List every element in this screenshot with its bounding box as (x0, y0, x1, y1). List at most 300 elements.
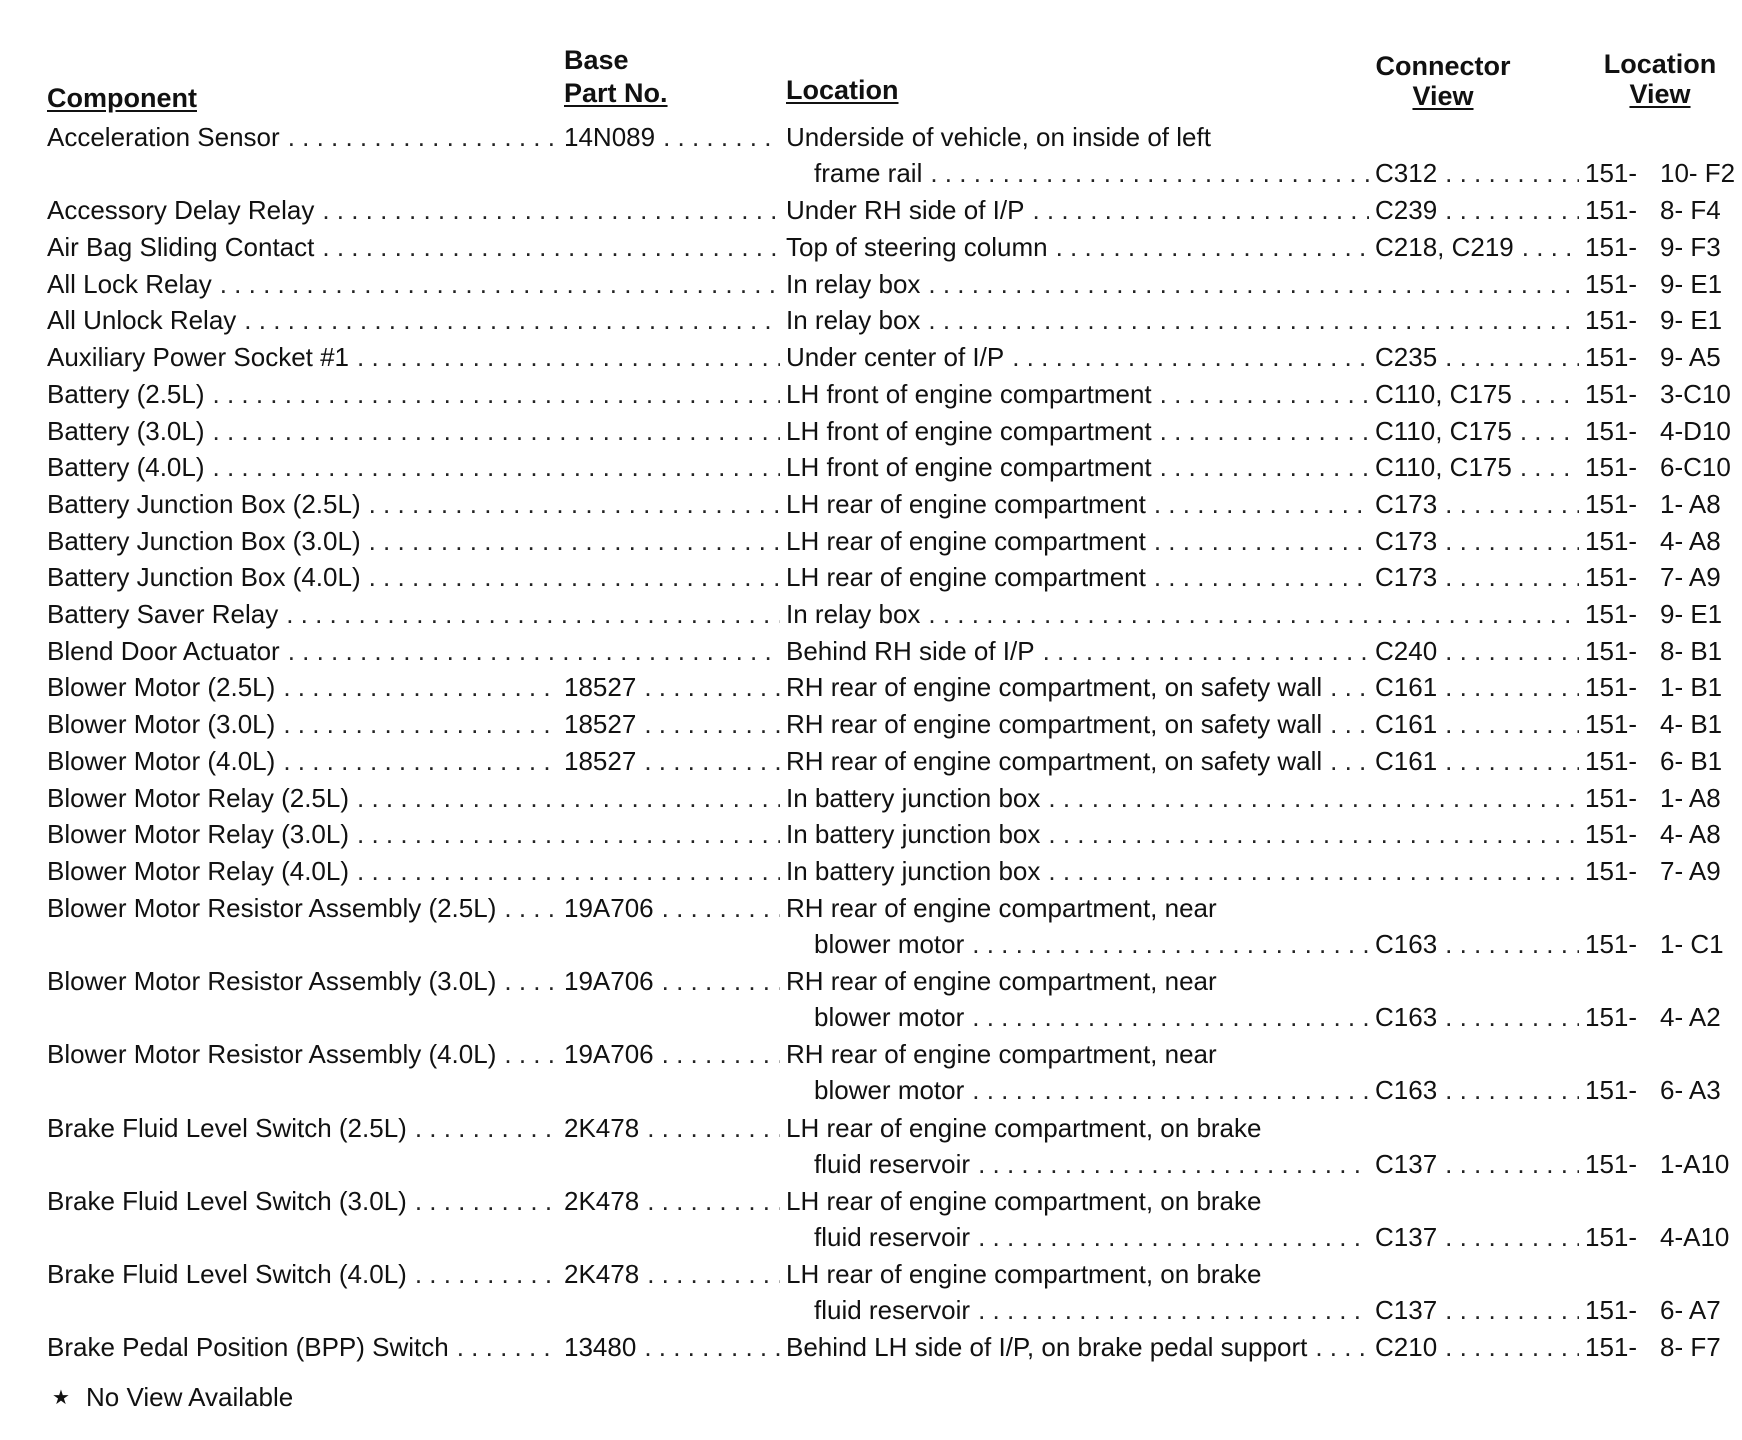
location-text (786, 783, 1585, 813)
location-view-ref: 9- E1 (1660, 599, 1723, 629)
dot-leader (647, 1186, 780, 1216)
location-view-ref: 4- A8 (1660, 819, 1721, 850)
base-part-number-text: 18527 (564, 745, 637, 776)
dot-leader (644, 672, 780, 702)
connector-view-text: C173 (1375, 525, 1438, 556)
location-text-cont (814, 1149, 1375, 1179)
dot-leader (1445, 1295, 1579, 1325)
location-text (786, 1186, 1585, 1216)
component-name-text: Battery (4.0L) (47, 452, 205, 483)
connector-view (1375, 526, 1585, 556)
location-view-page: 151- (1585, 709, 1638, 740)
location-text-text: LH rear of engine compartment, on brake (786, 1259, 1262, 1290)
component-name (47, 526, 786, 556)
dot-leader (1154, 526, 1369, 556)
dot-leader (369, 526, 780, 556)
location-view-page: 151- (1585, 1295, 1638, 1326)
base-part-number (564, 122, 786, 152)
dot-leader (1445, 526, 1579, 556)
component-name (47, 783, 786, 813)
location-view-page: 151- (1585, 782, 1638, 813)
connector-view-text: C161 (1375, 709, 1438, 740)
dot-leader (1445, 1002, 1579, 1032)
connector-view (1375, 158, 1585, 188)
dot-leader (978, 1149, 1369, 1179)
dot-leader (1043, 636, 1369, 666)
location-text-text: LH front of engine compartment (786, 378, 1152, 409)
connector-view (1375, 636, 1585, 666)
location-view-page: 151- (1585, 745, 1638, 776)
dot-leader (1160, 452, 1369, 482)
dot-leader (213, 416, 780, 446)
dot-leader (357, 819, 780, 849)
location-view-page: 151- (1585, 195, 1638, 226)
location-view-ref: 6- A7 (1660, 1295, 1721, 1326)
component-name-text: Battery Junction Box (3.0L) (47, 525, 361, 556)
base-part-number (564, 709, 786, 739)
component-name-text: Blower Motor (4.0L) (47, 745, 276, 776)
dot-leader (1056, 232, 1369, 262)
location-view-ref: 1- A8 (1660, 488, 1721, 519)
dot-leader (1520, 416, 1579, 446)
location-text (786, 269, 1585, 299)
location-view-ref: 6- A3 (1660, 1075, 1721, 1106)
header-base-part-line2: Part No. (564, 78, 668, 108)
dot-leader (288, 122, 558, 152)
location-view-ref: 6- B1 (1660, 745, 1723, 776)
component-name (47, 709, 564, 739)
dot-leader (930, 158, 1369, 188)
location-view-page: 151- (1585, 599, 1638, 629)
component-name (47, 636, 786, 666)
dot-leader (213, 379, 780, 409)
location-text-cont-text: blower motor (814, 1075, 965, 1106)
connector-view-text: C173 (1375, 562, 1438, 593)
dot-leader (1032, 195, 1369, 225)
location-text (786, 636, 1375, 666)
connector-view (1375, 672, 1585, 702)
location-view-page: 151- (1585, 819, 1638, 850)
component-name (47, 269, 786, 299)
component-name-text: All Unlock Relay (47, 305, 237, 336)
component-name (47, 893, 564, 923)
connector-view (1375, 232, 1585, 262)
connector-view-text: C161 (1375, 672, 1438, 703)
location-view-page: 151- (1585, 268, 1638, 299)
dot-leader (1445, 1332, 1579, 1362)
dot-leader (928, 599, 1579, 629)
dot-leader (1520, 452, 1579, 482)
location-text (786, 966, 1585, 996)
dot-leader (1048, 819, 1579, 849)
location-text-text: In relay box (786, 268, 921, 299)
location-view-page: 151- (1585, 1001, 1638, 1032)
location-text-cont-text: blower motor (814, 1001, 965, 1032)
dot-leader (1445, 1222, 1579, 1252)
location-text-text: Underside of vehicle, on inside of left (786, 122, 1211, 152)
component-name-text: Auxiliary Power Socket #1 (47, 342, 350, 373)
dot-leader (644, 746, 780, 776)
location-text-text: LH rear of engine compartment, on brake (786, 1185, 1262, 1216)
dot-leader (1445, 709, 1579, 739)
component-name-text: Brake Fluid Level Switch (3.0L) (47, 1185, 407, 1216)
connector-view (1375, 342, 1585, 372)
component-name (47, 672, 564, 702)
dot-leader (288, 636, 780, 666)
dot-leader (357, 856, 780, 886)
location-view-page: 151- (1585, 562, 1638, 593)
component-name-text: Brake Fluid Level Switch (2.5L) (47, 1112, 407, 1143)
base-part-number (564, 1113, 786, 1143)
dot-leader (978, 1222, 1369, 1252)
dot-leader (972, 1002, 1369, 1032)
dot-leader (504, 1039, 558, 1069)
connector-view (1375, 746, 1585, 776)
connector-view-text: C137 (1375, 1148, 1438, 1179)
location-text-cont-text: fluid reservoir (814, 1148, 971, 1179)
connector-view-text: C137 (1375, 1295, 1438, 1326)
connector-view-text: C235 (1375, 342, 1438, 373)
location-view-ref: 9- F3 (1660, 232, 1721, 262)
component-name (47, 342, 786, 372)
location-view-page: 151- (1585, 232, 1638, 262)
location-text (786, 599, 1585, 629)
footnote-text: No View Available (86, 1382, 294, 1412)
dot-leader (663, 122, 780, 152)
connector-view-text: C163 (1375, 928, 1438, 959)
dot-leader (1445, 929, 1579, 959)
dot-leader (1048, 783, 1579, 813)
dot-leader (928, 269, 1579, 299)
location-text-text: In battery junction box (786, 819, 1041, 850)
dot-leader (1445, 1149, 1579, 1179)
location-text (786, 122, 1585, 152)
dot-leader (357, 342, 780, 372)
location-text (786, 526, 1375, 556)
dot-leader (283, 709, 558, 739)
location-text-text: LH rear of engine compartment, on brake (786, 1112, 1262, 1143)
dot-leader (415, 1113, 558, 1143)
connector-view (1375, 1002, 1585, 1032)
dot-leader (644, 709, 780, 739)
connector-view (1375, 416, 1585, 446)
connector-view (1375, 195, 1585, 225)
location-view-ref: 4- A8 (1660, 525, 1721, 556)
location-text (786, 1039, 1585, 1069)
component-name (47, 1259, 564, 1289)
location-text (786, 1259, 1585, 1289)
dot-leader (1445, 636, 1579, 666)
dot-leader (1520, 379, 1579, 409)
base-part-number (564, 893, 786, 923)
location-view-page: 151- (1585, 1075, 1638, 1106)
location-text (786, 342, 1375, 372)
location-text-text: RH rear of engine compartment, near (786, 1039, 1217, 1070)
location-text-text: LH front of engine compartment (786, 415, 1152, 446)
dot-leader (283, 746, 558, 776)
connector-view-text: C163 (1375, 1001, 1438, 1032)
location-text-cont-text: blower motor (814, 928, 965, 959)
base-part-number-text: 2K478 (564, 1259, 640, 1290)
connector-view (1375, 929, 1585, 959)
component-name-text: Battery (2.5L) (47, 378, 205, 409)
location-text-text: In relay box (786, 599, 921, 629)
dot-leader (1445, 195, 1579, 225)
connector-view-text: C239 (1375, 195, 1438, 226)
connector-view-text: C312 (1375, 158, 1438, 188)
header-base-part-line1: Base (564, 45, 629, 75)
header-location-view-line1: Location (1603, 49, 1717, 79)
dot-leader (415, 1259, 558, 1289)
connector-view-text: C161 (1375, 745, 1438, 776)
dot-leader (1445, 1075, 1579, 1105)
location-text-text: Behind RH side of I/P (786, 635, 1035, 666)
connector-view (1375, 489, 1585, 519)
component-name (47, 379, 786, 409)
location-text (786, 416, 1375, 446)
component-name-text: Blower Motor (3.0L) (47, 709, 276, 740)
dot-leader (369, 489, 780, 519)
connector-view-text: C110, C175 (1375, 378, 1512, 409)
location-text-text: Behind LH side of I/P, on brake pedal support (786, 1332, 1308, 1363)
location-view-ref: 4- B1 (1660, 709, 1723, 740)
location-view-ref: 8- F7 (1660, 1332, 1721, 1363)
location-view-ref: 4-A10 (1660, 1221, 1730, 1252)
dot-leader (644, 1332, 780, 1362)
dot-leader (1522, 232, 1579, 262)
base-part-number (564, 1039, 786, 1069)
component-name-text: Air Bag Sliding Contact (47, 232, 315, 262)
star-icon: ★ (52, 1387, 70, 1409)
dot-leader (662, 966, 780, 996)
location-text-text: LH front of engine compartment (786, 452, 1152, 483)
location-view-ref: 7- A9 (1660, 562, 1721, 593)
dot-leader (662, 893, 780, 923)
connector-view (1375, 709, 1585, 739)
dot-leader (1160, 379, 1369, 409)
component-name (47, 746, 564, 776)
component-name-text: Brake Pedal Position (BPP) Switch (47, 1332, 449, 1363)
dot-leader (1445, 562, 1579, 592)
connector-view (1375, 1222, 1585, 1252)
location-text (786, 562, 1375, 592)
connector-view (1375, 452, 1585, 482)
dot-leader (1445, 342, 1579, 372)
connector-view (1375, 562, 1585, 592)
dot-leader (1330, 746, 1369, 776)
component-name-text: Acceleration Sensor (47, 122, 280, 152)
location-view-ref: 9- E1 (1660, 268, 1723, 299)
location-view-page: 151- (1585, 928, 1638, 959)
dot-leader (647, 1259, 780, 1289)
connector-view (1375, 1332, 1585, 1362)
dot-leader (1154, 489, 1369, 519)
location-view-page: 151- (1585, 488, 1638, 519)
base-part-number (564, 966, 786, 996)
location-view-page: 151- (1585, 525, 1638, 556)
dot-leader (286, 599, 780, 629)
location-view-page: 151- (1585, 342, 1638, 373)
location-text-text: RH rear of engine compartment, near (786, 965, 1217, 996)
dot-leader (1445, 489, 1579, 519)
connector-view-text: C137 (1375, 1221, 1438, 1252)
component-name-text: Battery Saver Relay (47, 599, 279, 629)
location-text-cont-text: fluid reservoir (814, 1221, 971, 1252)
location-view-page: 151- (1585, 452, 1638, 483)
location-view-ref: 9- A5 (1660, 342, 1721, 373)
dot-leader (213, 452, 780, 482)
dot-leader (1160, 416, 1369, 446)
base-part-number (564, 1332, 786, 1362)
base-part-number-text: 19A706 (564, 892, 654, 923)
location-text (786, 232, 1375, 262)
component-name-text: Blower Motor Resistor Assembly (4.0L) (47, 1039, 497, 1070)
location-text-text: In battery junction box (786, 855, 1041, 886)
location-view-ref: 7- A9 (1660, 855, 1721, 886)
connector-view-text: C110, C175 (1375, 452, 1512, 483)
dot-leader (978, 1295, 1369, 1325)
location-view-page: 151- (1585, 415, 1638, 446)
connector-view-text: C210 (1375, 1332, 1438, 1363)
location-text (786, 452, 1375, 482)
location-view-page: 151- (1585, 158, 1638, 188)
location-view-page: 151- (1585, 1148, 1638, 1179)
dot-leader (928, 305, 1579, 335)
dot-leader (220, 269, 780, 299)
location-text (786, 856, 1585, 886)
location-view-page: 151- (1585, 855, 1638, 886)
component-name-text: All Lock Relay (47, 268, 212, 299)
location-text-text: RH rear of engine compartment, on safety wall (786, 709, 1323, 740)
dot-leader (972, 929, 1369, 959)
component-name-text: Blower Motor (2.5L) (47, 672, 276, 703)
location-view-ref: 6-C10 (1660, 452, 1731, 483)
component-name (47, 452, 786, 482)
dot-leader (415, 1186, 558, 1216)
base-part-number-text: 13480 (564, 1332, 637, 1363)
location-text-text: LH rear of engine compartment (786, 525, 1146, 556)
component-name (47, 195, 786, 225)
connector-view-text: C218, C219 (1375, 232, 1514, 262)
connector-view-text: C173 (1375, 488, 1438, 519)
location-view-ref: 1- C1 (1660, 928, 1724, 959)
location-view-ref: 9- E1 (1660, 305, 1723, 336)
base-part-number (564, 1259, 786, 1289)
connector-view-text: C110, C175 (1375, 415, 1512, 446)
dot-leader (662, 1039, 780, 1069)
header-component: Component (47, 83, 197, 113)
component-name-text: Accessory Delay Relay (47, 195, 315, 226)
location-text-cont (814, 1295, 1375, 1325)
component-name-text: Blend Door Actuator (47, 635, 280, 666)
component-name-text: Blower Motor Relay (4.0L) (47, 855, 349, 886)
connector-view (1375, 1075, 1585, 1105)
location-view-ref: 4- A2 (1660, 1001, 1721, 1032)
location-text-text: RH rear of engine compartment, near (786, 892, 1217, 923)
location-view-ref: 1-A10 (1660, 1148, 1730, 1179)
location-text-text: Under center of I/P (786, 342, 1005, 373)
location-view-page: 151- (1585, 1332, 1638, 1363)
location-view-ref: 8- B1 (1660, 635, 1723, 666)
base-part-number-text: 2K478 (564, 1112, 640, 1143)
location-text-cont (814, 158, 1375, 188)
component-name-text: Battery Junction Box (4.0L) (47, 562, 361, 593)
component-name-text: Battery Junction Box (2.5L) (47, 488, 361, 519)
location-text-cont-text: frame rail (814, 158, 923, 188)
location-text (786, 709, 1375, 739)
location-text (786, 819, 1585, 849)
dot-leader (1445, 672, 1579, 702)
dot-leader (1315, 1332, 1369, 1362)
location-text (786, 1332, 1375, 1362)
header-connector-line2: View (1412, 81, 1474, 111)
location-text-cont (814, 929, 1375, 959)
component-name (47, 489, 786, 519)
dot-leader (357, 783, 780, 813)
component-name-text: Blower Motor Resistor Assembly (3.0L) (47, 965, 497, 996)
component-name (47, 232, 786, 262)
location-text-text: In battery junction box (786, 782, 1041, 813)
component-name (47, 122, 564, 152)
component-name (47, 1332, 564, 1362)
base-part-number-text: 19A706 (564, 1039, 654, 1070)
dot-leader (369, 562, 780, 592)
location-view-page: 151- (1585, 672, 1638, 703)
base-part-number-text: 19A706 (564, 965, 654, 996)
footnote (52, 1382, 293, 1413)
location-view-ref: 1- B1 (1660, 672, 1723, 703)
dot-leader (647, 1113, 780, 1143)
header-location-view-line2: View (1629, 79, 1691, 109)
dot-leader (322, 195, 780, 225)
component-name (47, 416, 786, 446)
header-connector-line1: Connector (1375, 51, 1511, 81)
location-text-cont-text: fluid reservoir (814, 1295, 971, 1326)
location-view-ref: 8- F4 (1660, 195, 1721, 226)
base-part-number-text: 18527 (564, 672, 637, 703)
base-part-number-text: 2K478 (564, 1185, 640, 1216)
location-view-page: 151- (1585, 378, 1638, 409)
connector-view-text: C240 (1375, 635, 1438, 666)
dot-leader (457, 1332, 558, 1362)
location-text (786, 672, 1375, 702)
dot-leader (1445, 158, 1579, 188)
component-name (47, 1113, 564, 1143)
dot-leader (1048, 856, 1579, 886)
component-name-text: Blower Motor Relay (3.0L) (47, 819, 349, 850)
connector-view (1375, 379, 1585, 409)
location-text (786, 195, 1375, 225)
component-name-text: Brake Fluid Level Switch (4.0L) (47, 1259, 407, 1290)
location-text-text: Under RH side of I/P (786, 195, 1025, 226)
dot-leader (972, 1075, 1369, 1105)
base-part-number (564, 672, 786, 702)
connector-view (1375, 1149, 1585, 1179)
location-view-page: 151- (1585, 305, 1638, 336)
component-name-text: Battery (3.0L) (47, 415, 205, 446)
location-text (786, 379, 1375, 409)
component-name (47, 1186, 564, 1216)
component-name (47, 966, 564, 996)
component-name (47, 599, 786, 629)
location-view-ref: 3-C10 (1660, 378, 1731, 409)
component-name (47, 819, 786, 849)
location-text-cont (814, 1075, 1375, 1105)
base-part-number (564, 746, 786, 776)
location-text (786, 305, 1585, 335)
component-name-text: Blower Motor Resistor Assembly (2.5L) (47, 892, 497, 923)
dot-leader (1012, 342, 1369, 372)
